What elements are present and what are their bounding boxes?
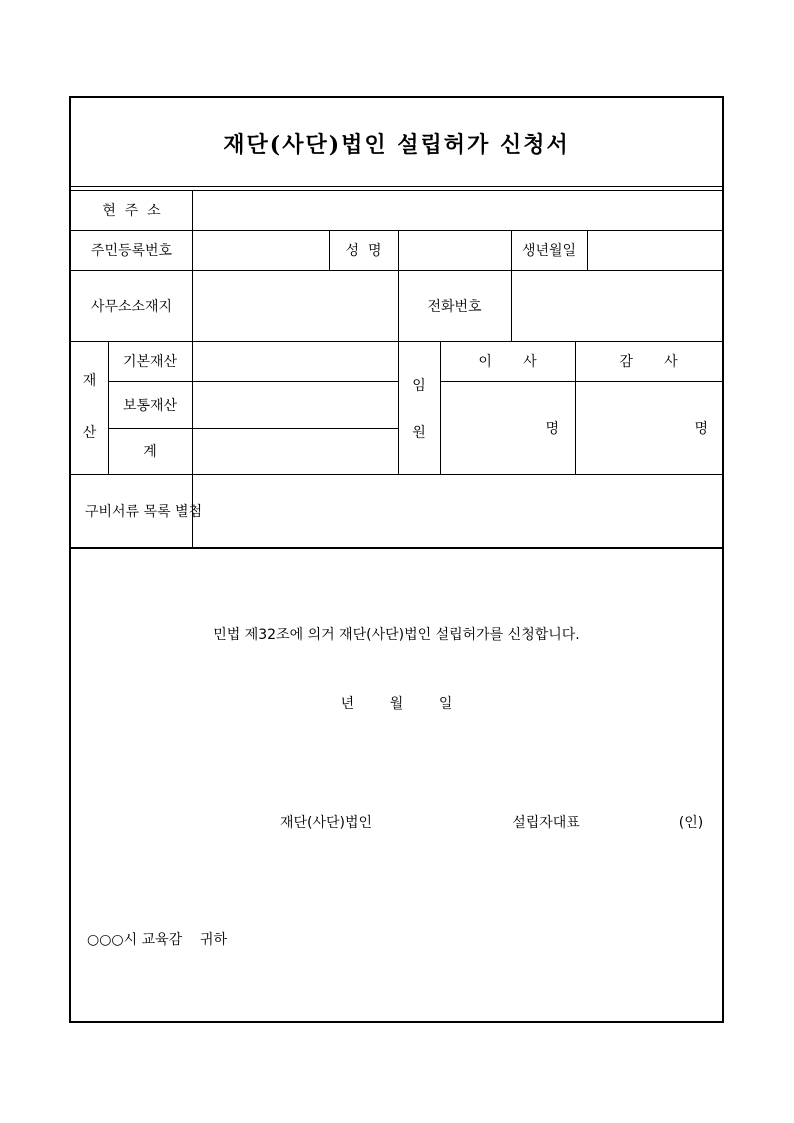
ordinary-assets-label: 보통재산 xyxy=(122,397,178,414)
phone-field[interactable] xyxy=(512,270,722,341)
director-count-unit: 명 xyxy=(545,421,559,437)
declaration-statement: 민법 제32조에 의거 재단(사단)법인 설립허가를 신청합니다. xyxy=(213,627,580,643)
office-field[interactable] xyxy=(193,270,398,341)
addressee: ○○○시 교육감 귀하 xyxy=(87,932,228,948)
officers-group-char2: 원 xyxy=(412,425,426,441)
director-label: 이 사 xyxy=(478,354,537,370)
total-assets-label: 계 xyxy=(143,444,157,460)
name-field[interactable] xyxy=(399,230,511,270)
auditor-count-unit: 명 xyxy=(694,421,708,437)
assets-group-char1: 재 xyxy=(82,373,97,389)
birth-field[interactable] xyxy=(588,230,722,270)
corporation-label: 재단(사단)법인 xyxy=(279,815,373,831)
office-label: 사무소소재지 xyxy=(90,298,173,315)
address-label: 현 주 소 xyxy=(102,203,161,219)
attachments-note: 구비서류 목록 별첨 xyxy=(85,503,203,520)
auditor-count-field[interactable] xyxy=(576,382,722,474)
date-line: 년 월 일 xyxy=(340,696,453,712)
application-form xyxy=(69,96,724,1023)
auditor-label: 감 사 xyxy=(619,354,678,370)
resident-no-label: 주민등록번호 xyxy=(90,243,173,259)
phone-label: 전화번호 xyxy=(427,298,482,315)
officers-group-char1: 임 xyxy=(412,378,426,394)
name-label: 성 명 xyxy=(345,243,382,259)
representative-label: 설립자대표 xyxy=(512,815,580,831)
form-title: 재단(사단)법인 설립허가 신청서 xyxy=(223,131,570,158)
basic-assets-label: 기본재산 xyxy=(122,354,178,370)
ordinary-assets-field[interactable] xyxy=(193,381,398,428)
basic-assets-field[interactable] xyxy=(193,341,398,381)
seal-mark: (인) xyxy=(678,815,704,831)
assets-group-char2: 산 xyxy=(82,425,97,441)
birth-label: 생년월일 xyxy=(521,243,577,259)
total-assets-field[interactable] xyxy=(193,428,398,474)
director-count-field[interactable] xyxy=(441,382,575,474)
address-field[interactable] xyxy=(193,190,722,230)
resident-no-field[interactable] xyxy=(193,230,329,270)
